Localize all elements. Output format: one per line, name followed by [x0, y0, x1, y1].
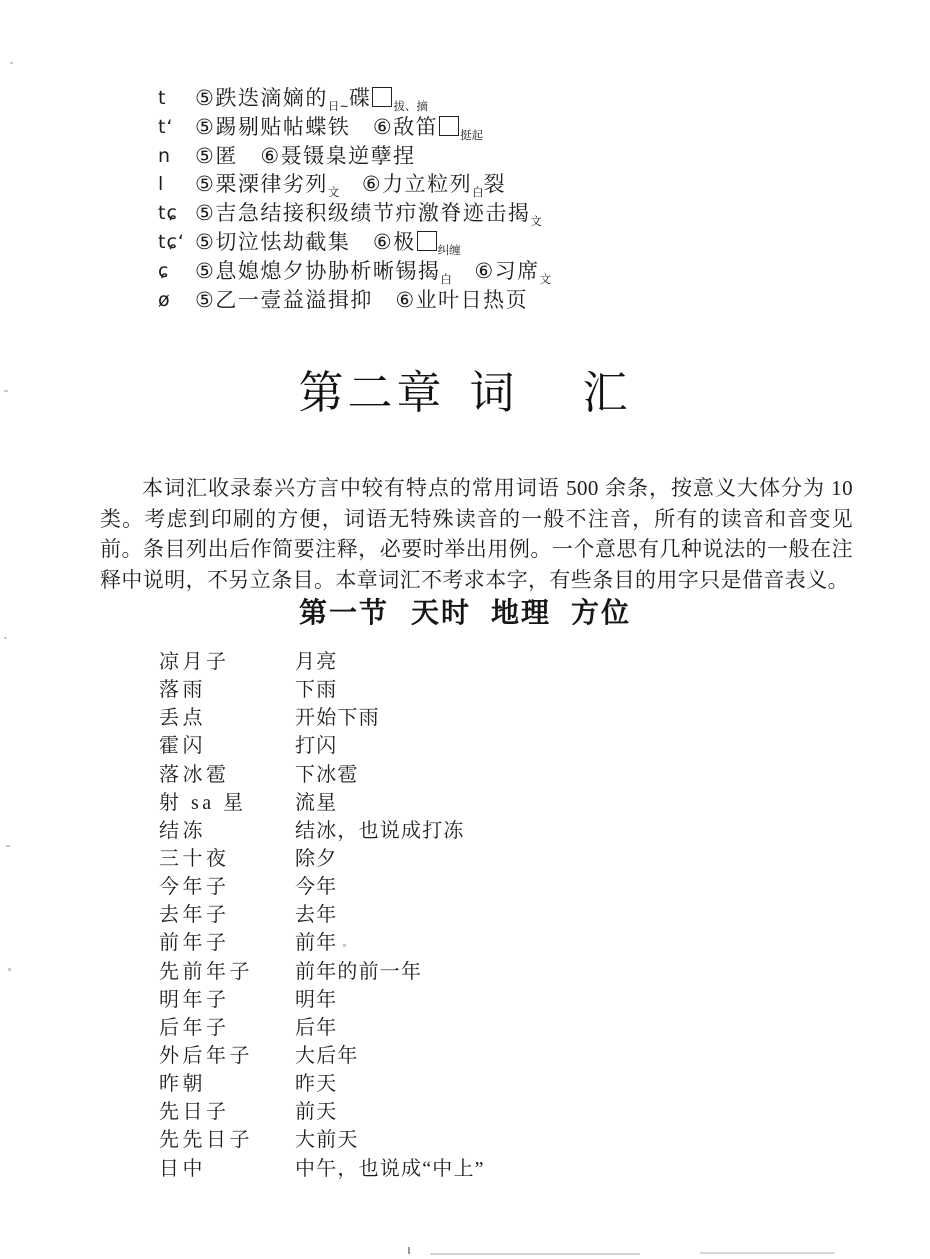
dialect-term: 落冰雹 — [159, 763, 230, 786]
term-definition: 后年 — [295, 1016, 338, 1039]
section-title — [0, 591, 930, 631]
scan-artifact — [4, 637, 7, 639]
phonetic-row — [158, 259, 551, 288]
phonetic-row — [158, 288, 551, 317]
character-series: ⑤吉急结接积级绩节疖激脊迹击揭 — [195, 201, 531, 226]
term-definition: 月亮 — [295, 651, 338, 673]
vocabulary-row — [159, 874, 485, 902]
annotation-subscript: 挺起 — [460, 127, 484, 142]
annotation-subscript: 白 — [472, 185, 484, 200]
dialect-term: 后年子 — [159, 1016, 230, 1039]
term-definition: 下冰雹 — [295, 763, 359, 786]
scan-artifact — [6, 845, 10, 847]
scan-artifact — [408, 1247, 410, 1254]
annotation-subscript: 文 — [530, 214, 542, 229]
vocabulary-row — [159, 1127, 485, 1155]
dialect-term: 先日子 — [159, 1101, 230, 1124]
character-series: ⑥习席 — [451, 258, 540, 283]
dialect-term: 昨朝 — [159, 1073, 206, 1096]
vocabulary-row — [159, 987, 485, 1015]
vocabulary-row — [159, 649, 485, 677]
phonetic-row — [158, 86, 551, 115]
vocabulary-row — [159, 733, 485, 761]
scan-artifact — [4, 390, 8, 392]
dialect-term: 先先日子 — [159, 1129, 253, 1152]
phonetic-row — [158, 144, 551, 173]
vocabulary-row — [159, 1099, 485, 1127]
vocabulary-row — [159, 959, 485, 987]
dialect-term: 射 sa 星 — [159, 791, 247, 814]
phonetic-segments — [195, 288, 528, 312]
chapter-title-char-1: 词 — [469, 368, 519, 418]
phonetic-segments — [195, 115, 483, 147]
phonetic-initial: ɕ — [158, 259, 170, 282]
dialect-term: 霍闪 — [159, 735, 206, 758]
dialect-term: 三十夜 — [159, 847, 230, 870]
term-definition: 前年 — [295, 932, 338, 955]
section-title-word: 天时 — [410, 598, 471, 629]
character-series: ⑤跌迭滴嫡的 — [195, 86, 328, 110]
term-definition: 除夕 — [295, 847, 338, 870]
phonetic-segments — [195, 201, 542, 233]
vocabulary-row — [159, 1156, 485, 1184]
term-definition: 大后年 — [295, 1044, 359, 1067]
term-definition: 前天 — [295, 1101, 338, 1124]
section-title-words — [411, 598, 631, 629]
character-series: ⑤乙一壹益溢揖抑 ⑥业叶日热页 — [195, 287, 529, 312]
term-definition: 结冰，也说成打冻 — [295, 819, 465, 842]
dialect-term: 丢点 — [159, 707, 206, 730]
vocabulary-row — [159, 1015, 485, 1043]
phonetic-segments — [195, 144, 416, 168]
annotation-subscript: 文 — [327, 185, 340, 200]
character-series: ⑤栗溧律劣列 — [195, 172, 328, 197]
phonetic-initial: n — [158, 144, 172, 167]
missing-character-box — [417, 231, 437, 251]
chapter-title-char-2: 汇 — [582, 368, 632, 418]
character-series: ⑥力立粒列 — [339, 172, 473, 197]
character-series: ⑤踢剔贴帖蝶铁 ⑥敌笛 — [195, 114, 439, 139]
vocabulary-row — [159, 790, 485, 818]
term-definition: 打闪 — [295, 735, 338, 758]
scan-artifact — [430, 1253, 640, 1255]
annotation-subscript: 拔、摘 — [393, 99, 428, 113]
missing-character-box — [372, 87, 392, 107]
dialect-term: 先前年子 — [159, 960, 253, 983]
character-series: ⑤切泣怯劫截集 ⑥极 — [195, 229, 416, 254]
dialect-term: 前年子 — [159, 932, 230, 955]
vocabulary-row — [159, 930, 485, 958]
term-definition: 昨天 — [295, 1073, 338, 1096]
term-definition: 前年的前一年 — [295, 960, 423, 983]
term-definition: 今年 — [295, 876, 338, 899]
vocabulary-row — [159, 762, 485, 790]
phonetic-initial: t‘ — [158, 115, 174, 138]
term-definition: 明年 — [295, 988, 338, 1011]
section-title-word: 方位 — [571, 598, 632, 629]
phonetic-row — [158, 115, 551, 144]
chapter-title — [0, 356, 930, 421]
chapter-number: 第二章 — [298, 368, 446, 418]
annotation-subscript: 纠缠 — [437, 242, 461, 257]
character-series: 碟 — [348, 86, 372, 110]
scan-artifact — [343, 944, 346, 947]
phonetic-row — [158, 172, 551, 201]
character-series: ⑤匿 ⑥聂镊臬逆孽捏 — [195, 143, 416, 168]
phonetic-row — [158, 230, 551, 259]
dialect-term: 结冻 — [159, 819, 206, 842]
intro-paragraph: 本词汇收录泰兴方言中较有特点的常用词语 500 余条，按意义大体分为 10 类。考虑到印刷的方便，词语无特殊读音的一般不注音，所有的读音和音变见前。条目列出后作简要注释，必要时举出用例。一个意思有几种说法的一般在注释中说明，不另立条目。本章词汇不考求本字，有些条目的用字只是借音表义。 — [100, 476, 853, 592]
annotation-subscript: 日~ — [327, 99, 349, 113]
annotation-subscript: 文 — [539, 271, 552, 286]
vocabulary-row — [159, 818, 485, 846]
vocabulary-row — [159, 846, 485, 874]
dialect-term: 落雨 — [159, 679, 206, 702]
term-definition: 开始下雨 — [295, 707, 380, 730]
term-definition: 中午，也说成“中上” — [295, 1157, 485, 1180]
vocabulary-list — [159, 649, 485, 1184]
term-definition: 下雨 — [295, 679, 338, 702]
vocabulary-row — [159, 1071, 485, 1099]
phonetic-segments — [195, 259, 551, 291]
term-definition: 流星 — [295, 791, 338, 814]
phonetic-initial: l — [158, 173, 165, 196]
phonetic-segments — [195, 172, 506, 204]
phonetic-segments — [195, 86, 428, 118]
term-definition: 去年 — [295, 904, 338, 927]
section-number: 第一节 — [298, 598, 389, 629]
phonetic-initial: t — [158, 87, 167, 109]
scan-artifact — [8, 968, 11, 971]
phonetic-initial: ø — [158, 288, 171, 311]
phonetic-initial: tɕ — [158, 202, 178, 225]
phonetic-list — [158, 86, 551, 316]
dialect-term: 明年子 — [159, 988, 230, 1011]
missing-character-box — [439, 116, 459, 136]
scan-artifact — [10, 62, 13, 64]
character-series: ⑤息媳熄夕协胁析晰锡揭 — [195, 258, 441, 283]
dialect-term: 外后年子 — [159, 1044, 253, 1067]
annotation-subscript: 白 — [440, 271, 452, 286]
phonetic-initial: tɕ‘ — [158, 230, 185, 253]
dialect-term: 凉月子 — [159, 651, 230, 673]
phonetic-segments — [195, 230, 461, 262]
term-definition: 大前天 — [295, 1129, 359, 1152]
phonetic-row — [158, 201, 551, 230]
section-title-word: 地理 — [491, 598, 552, 629]
vocabulary-row — [159, 705, 485, 733]
dialect-term: 今年子 — [159, 876, 230, 899]
dialect-term: 去年子 — [159, 904, 230, 927]
vocabulary-row — [159, 1043, 485, 1071]
vocabulary-row — [159, 902, 485, 930]
dialect-term: 日中 — [159, 1157, 206, 1180]
scan-artifact — [700, 1252, 835, 1254]
character-series: 裂 — [483, 172, 507, 197]
vocabulary-row — [159, 677, 485, 705]
